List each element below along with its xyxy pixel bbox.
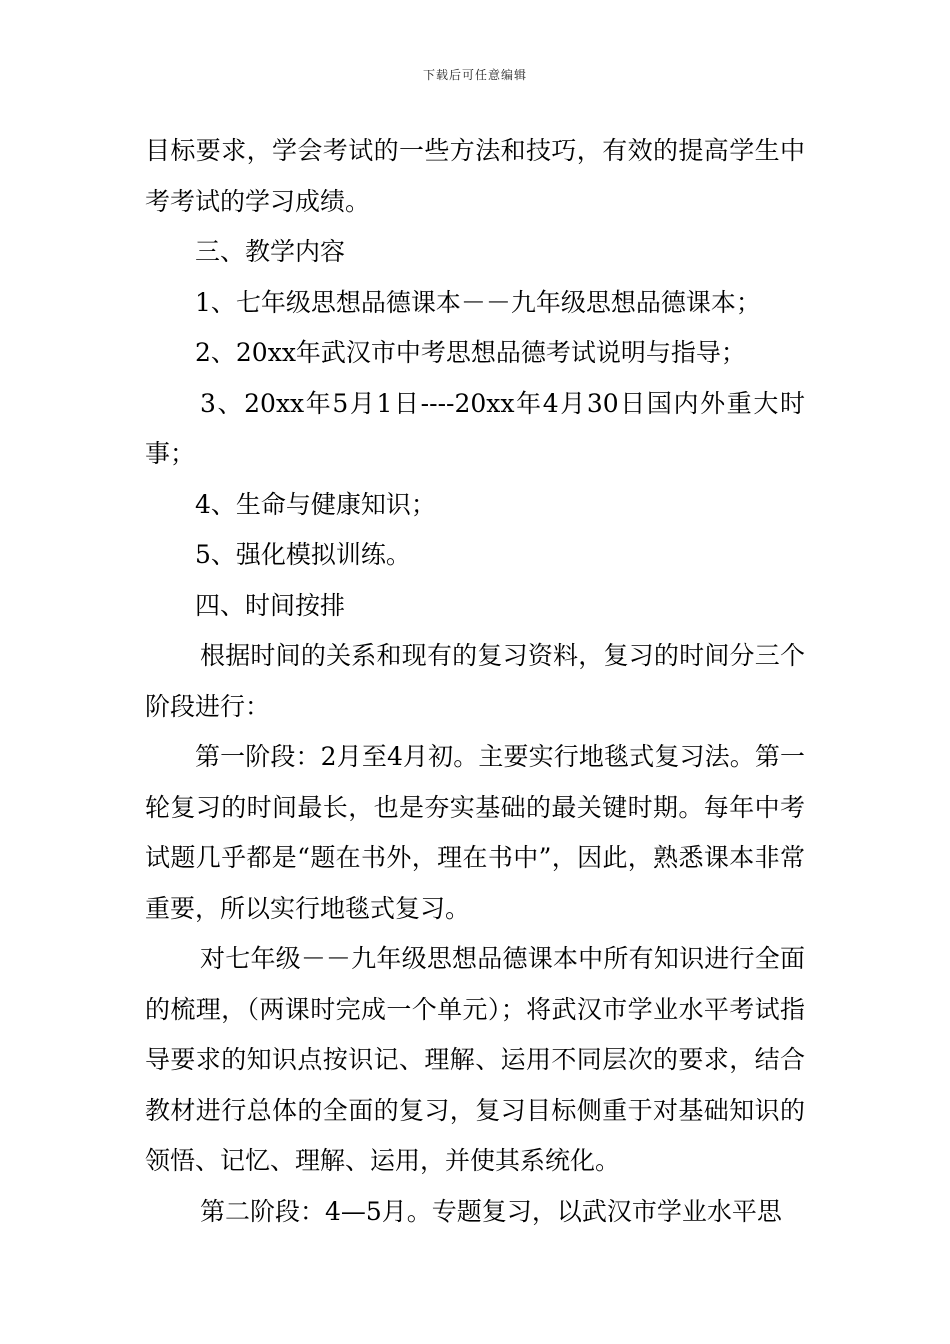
list-item: 5、强化模拟训练。: [195, 540, 411, 569]
list-item: 3、20xx年5月1日----20xx年4月30日国内外重大时事；: [145, 388, 805, 468]
paragraph: 目标要求，学会考试的一些方法和技巧，有效的提高学生中考考试的学习成绩。: [145, 136, 805, 216]
paragraph: 第二阶段：4—5月。专题复习，以武汉市学业水平思: [200, 1196, 782, 1226]
header-note: 下载后可任意编辑: [422, 68, 527, 82]
section-heading-schedule: 四、时间按排: [195, 590, 346, 620]
paragraph: 对七年级－－九年级思想品德课本中所有知识进行全面的梳理，（两课时完成一个单元）；将武汉市学业水平考试指导要求的知识点按识记、理解、运用不同层次的要求，结合教材进行总体的全面的复习，复习目标侧重于对基础知识的领悟、记忆、理解、运用，并使其系统化。: [145, 944, 805, 1175]
document-body: [145, 126, 805, 1237]
paragraph: 第一阶段：2月至4月初。主要实行地毯式复习法。第一轮复习的时间最长，也是夯实基础的最关键时期。每年中考试题几乎都是“题在书外，理在书中”，因此，熟悉课本非常重要，所以实行地毯式复习。: [145, 742, 805, 923]
list-item: 4、生命与健康知识；: [195, 489, 436, 519]
section-heading-teaching-content: 三、教学内容: [195, 237, 346, 266]
list-item: 1、七年级思想品德课本－－九年级思想品德课本；: [195, 287, 761, 317]
list-item: 2、20xx年武汉市中考思想品德考试说明与指导；: [195, 338, 746, 367]
paragraph: 根据时间的关系和现有的复习资料，复习的时间分三个阶段进行：: [145, 641, 805, 721]
